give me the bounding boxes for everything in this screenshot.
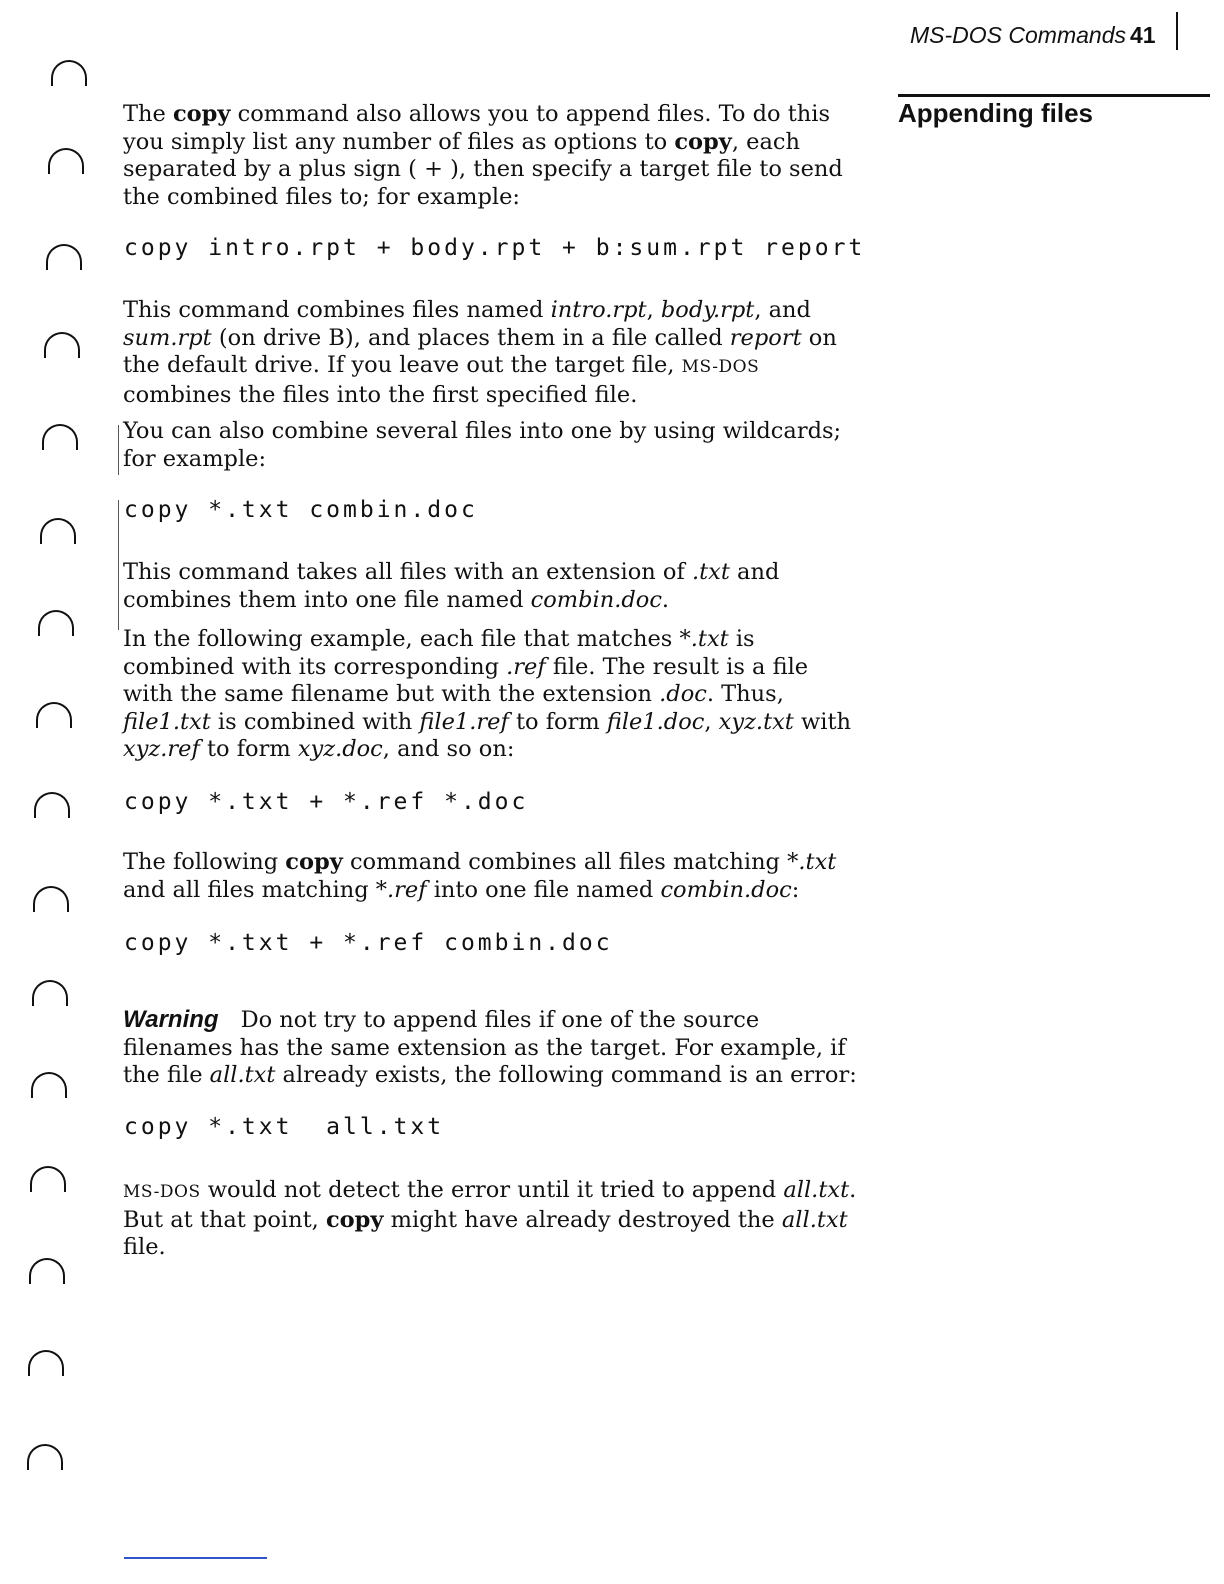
- binder-hole: [31, 1072, 67, 1098]
- text: ,: [646, 297, 661, 323]
- filename: sum.rpt: [123, 324, 212, 351]
- text: into one file named: [426, 876, 661, 903]
- filename: body.rpt: [660, 297, 755, 323]
- text: , and so on:: [382, 736, 515, 762]
- filename: all.txt: [209, 1062, 276, 1088]
- code-example-5: copy *.txt all.txt: [124, 1114, 445, 1140]
- binder-hole: [44, 332, 80, 358]
- footnote-rule: [124, 1557, 267, 1559]
- text: The following: [123, 849, 286, 875]
- extension: .txt: [691, 559, 730, 585]
- filename: file1.txt: [123, 708, 211, 735]
- binder-hole: [46, 244, 82, 270]
- text: and combines them into one file named: [123, 559, 780, 613]
- text: Do not try to append files if one of the source filenames has the same extension as the target. For example, if the file: [123, 1007, 846, 1088]
- text: would not detect the error until it tried to append: [200, 1177, 784, 1203]
- paragraph-combines-matching: [123, 849, 863, 904]
- paragraph-wildcards: You can also combine several files into one by using wildcards; for example:: [123, 418, 842, 472]
- running-header: [910, 22, 1186, 49]
- command-name: copy: [285, 849, 343, 875]
- text: and all files matching: [123, 876, 376, 903]
- warning-label: Warning: [123, 1006, 219, 1033]
- binder-hole: [34, 792, 70, 818]
- code-example-2: copy *.txt combin.doc: [124, 497, 478, 523]
- side-heading-rule: [898, 94, 1210, 97]
- text: This command takes all files with an extension of: [123, 559, 692, 585]
- command-name: copy: [325, 1206, 384, 1233]
- binder-hole: [40, 518, 76, 544]
- filename: file1.ref: [419, 708, 509, 735]
- filename: intro.rpt: [550, 297, 647, 323]
- binder-hole: [33, 886, 69, 912]
- wildcard: *.txt: [787, 849, 837, 875]
- page-number: 41: [1129, 22, 1156, 48]
- product-name: MS-DOS: [123, 1182, 201, 1202]
- filename: combin.doc: [660, 876, 792, 903]
- code-example-4: copy *.txt + *.ref combin.doc: [124, 930, 613, 956]
- code-example-1: copy intro.rpt + body.rpt + b:sum.rpt report: [124, 235, 866, 261]
- text: . But at that point,: [123, 1177, 857, 1233]
- binder-hole: [36, 702, 72, 728]
- header-section-title: MS-DOS Commands: [910, 22, 1126, 48]
- binder-hole: [29, 1258, 65, 1284]
- paragraph-error-detection: [123, 1177, 863, 1262]
- binder-hole: [27, 1444, 63, 1470]
- text: file. The result is a file with the same filename but with the extension: [123, 653, 809, 707]
- text: already exists, the following command is an error:: [275, 1062, 857, 1088]
- text: ,: [704, 708, 719, 735]
- filename: xyz.doc: [297, 736, 383, 762]
- filename: file1.doc: [606, 708, 705, 735]
- text: command also allows you to append files. To do this you simply list any number of files as options to: [123, 101, 831, 155]
- filename: report: [729, 324, 802, 351]
- paragraph-txt-extension: [123, 559, 863, 614]
- side-heading: Appending files: [898, 98, 1093, 128]
- text: command combines all files matching: [342, 849, 788, 875]
- extension: .ref: [506, 653, 546, 680]
- warning-paragraph: [123, 1006, 863, 1090]
- text: with: [793, 708, 851, 735]
- text: :: [791, 876, 800, 903]
- wildcard: *.txt: [679, 626, 729, 652]
- text: The: [123, 101, 173, 127]
- filename: all.txt: [781, 1206, 848, 1233]
- text: , each separated by a plus sign ( + ), then specify a target file to send the combined files to; for example:: [123, 128, 843, 210]
- text: , and: [754, 297, 811, 323]
- scan-mark: [118, 425, 119, 475]
- text: to form: [508, 708, 607, 735]
- text: is combined with: [210, 708, 420, 735]
- extension: .doc: [659, 681, 707, 707]
- command-name: copy: [172, 101, 231, 127]
- scan-mark: [118, 500, 119, 630]
- text: (on drive B), and places them in a file called: [211, 324, 730, 351]
- binder-hole: [38, 610, 74, 636]
- filename: all.txt: [783, 1177, 850, 1203]
- text: to form: [199, 736, 298, 762]
- binder-hole: [51, 60, 87, 86]
- text: is combined with its corresponding: [123, 626, 755, 680]
- text: might have already destroyed the: [383, 1206, 782, 1233]
- wildcard: *.ref: [375, 876, 427, 903]
- binder-hole: [42, 424, 78, 450]
- paragraph-append-intro: [123, 101, 863, 211]
- header-rule: [1176, 12, 1178, 50]
- filename: xyz.txt: [718, 708, 794, 735]
- binder-hole: [30, 1166, 66, 1192]
- text: combines the files into the first specified file.: [123, 381, 638, 408]
- paragraph-following-example: [123, 626, 863, 764]
- binder-hole: [48, 148, 84, 174]
- filename: xyz.ref: [123, 736, 200, 762]
- code-example-3: copy *.txt + *.ref *.doc: [124, 789, 529, 815]
- command-name: copy: [674, 128, 732, 155]
- binder-hole: [28, 1350, 64, 1376]
- text: This command combines files named: [123, 297, 551, 323]
- text: . Thus,: [706, 681, 784, 707]
- text: file.: [123, 1234, 166, 1260]
- text: In the following example, each file that matches: [123, 626, 680, 652]
- text: on the default drive. If you leave out the target file,: [123, 324, 837, 378]
- paragraph-combines-explained: [123, 297, 863, 409]
- product-name: MS-DOS: [681, 357, 760, 377]
- binder-hole: [32, 980, 68, 1006]
- filename: combin.doc: [530, 586, 662, 613]
- text: .: [661, 586, 670, 613]
